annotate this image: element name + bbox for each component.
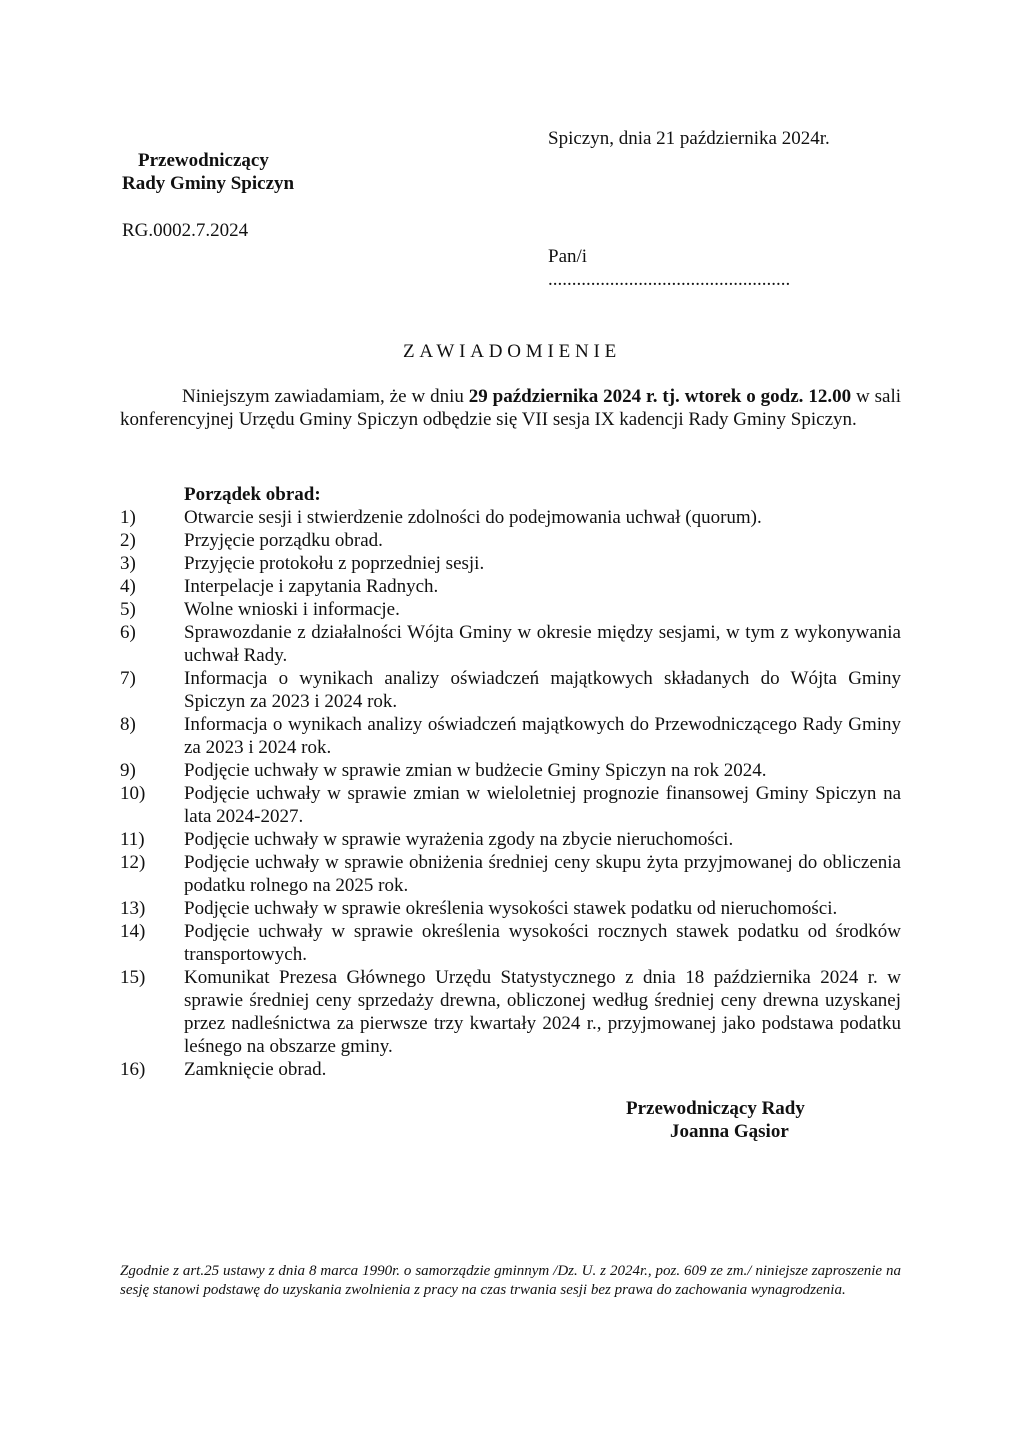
agenda-item-text: Wolne wnioski i informacje. [184,599,400,620]
agenda-item [120,621,901,667]
footer-legal-note: Zgodnie z art.25 ustawy z dnia 8 marca 1990r. o samorządzie gminnym /Dz. U. z 2024r., poz. 609 ze zm./ niniejsze zaproszenie na sesję stanowi podstawę do uzyskania zwolnienia z pracy na czas trwania sesji bez prawa do zachowania wynagrodzenia. [120,1263,901,1298]
reference-number: RG.0002.7.2024 [122,220,249,241]
agenda-item-number: 12) [120,852,146,873]
agenda-item-text: Podjęcie uchwały w sprawie obniżenia średniej ceny skupu żyta przyjmowanej do obliczenia podatku rolnego na 2025 rok. [184,852,901,896]
agenda-item-text: Przyjęcie protokołu z poprzedniej sesji. [184,553,485,574]
addressee-blank-line: ................................................... [548,269,791,290]
agenda-item [120,667,901,713]
agenda-item-number: 10) [120,783,146,804]
agenda-item-number: 7) [120,668,136,689]
agenda-item [120,713,901,759]
agenda-item [120,828,901,851]
place-date: Spiczyn, dnia 21 października 2024r. [548,128,830,149]
signature-title: Przewodniczący Rady [626,1098,805,1119]
agenda-item [120,552,901,575]
agenda-item [120,851,901,897]
agenda-item-text: Otwarcie sesji i stwierdzenie zdolności do podejmowania uchwał (quorum). [184,507,762,528]
agenda-item-number: 16) [120,1059,146,1080]
agenda-item-number: 15) [120,967,146,988]
addressee-block [548,245,790,291]
agenda-item [120,1058,901,1081]
signature-name: Joanna Gąsior [670,1121,789,1142]
agenda-item-number: 5) [120,599,136,620]
signature-block [626,1097,805,1143]
intro-text-start: Niniejszym zawiadamiam, że w dniu [182,386,469,407]
agenda-item-text: Podjęcie uchwały w sprawie zmian w wieloletniej prognozie finansowej Gminy Spiczyn na lata 2024-2027. [184,783,901,827]
agenda-item [120,506,901,529]
agenda-item [120,529,901,552]
agenda-item-number: 4) [120,576,136,597]
agenda-item [120,966,901,1058]
agenda-item-number: 11) [120,829,145,850]
agenda-item-number: 13) [120,898,146,919]
intro-date-time: 29 października 2024 r. tj. wtorek o godz. 12.00 [468,386,852,407]
intro-text-end: w sali konferencyjnej Urzędu Gminy Spiczyn odbędzie się VII sesja IX kadencji Rady Gminy Spiczyn. [120,386,902,430]
agenda-item-text: Podjęcie uchwały w sprawie określenia wysokości rocznych stawek podatku od środków transportowych. [184,921,901,965]
agenda-item-text: Podjęcie uchwały w sprawie wyrażenia zgody na zbycie nieruchomości. [184,829,734,850]
sender-title: Przewodniczący [138,150,269,171]
agenda-item-number: 8) [120,714,136,735]
agenda-list [120,506,901,1081]
agenda-item [120,920,901,966]
agenda-item [120,782,901,828]
sender-block [122,149,294,195]
agenda-item-number: 3) [120,553,136,574]
sender-institution: Rady Gminy Spiczyn [122,173,295,194]
addressee-label: Pan/i [548,246,588,267]
agenda-item-text: Podjęcie uchwały w sprawie określenia wysokości stawek podatku od nieruchomości. [184,898,838,919]
agenda-item-number: 9) [120,760,136,781]
agenda-item [120,897,901,920]
agenda-item-text: Przyjęcie porządku obrad. [184,530,383,551]
agenda-heading: Porządek obrad: [184,484,321,505]
agenda-item-text: Informacja o wynikach analizy oświadczeń majątkowych do Przewodniczącego Rady Gminy za 2023 i 2024 rok. [184,714,901,758]
agenda-item [120,759,901,782]
agenda-item-text: Komunikat Prezesa Głównego Urzędu Statystycznego z dnia 18 października 2024 r. w sprawie średniej ceny sprzedaży drewna, obliczonej według średniej ceny drewna uzyskanej przez nadleśnictwa za pierwsze trzy kwartały 2024 r., przyjmowanej jako podstawa podatku leśnego na obszarze gminy. [184,967,901,1057]
agenda-item-text: Interpelacje i zapytania Radnych. [184,576,439,597]
agenda-item [120,575,901,598]
intro-paragraph [120,385,901,431]
agenda-item-number: 2) [120,530,136,551]
document-title: ZAWIADOMIENIE [402,341,622,362]
agenda-item-number: 6) [120,622,136,643]
agenda-item-text: Sprawozdanie z działalności Wójta Gminy w okresie między sesjami, w tym z wykonywania uchwał Rady. [184,622,901,666]
agenda-item-text: Zamknięcie obrad. [184,1059,327,1080]
agenda-item-text: Informacja o wynikach analizy oświadczeń majątkowych składanych do Wójta Gminy Spiczyn za 2023 i 2024 rok. [184,668,901,712]
agenda-item-text: Podjęcie uchwały w sprawie zmian w budżecie Gminy Spiczyn na rok 2024. [184,760,767,781]
agenda-item-number: 1) [120,507,136,528]
agenda-item-number: 14) [120,921,146,942]
agenda-item [120,598,901,621]
